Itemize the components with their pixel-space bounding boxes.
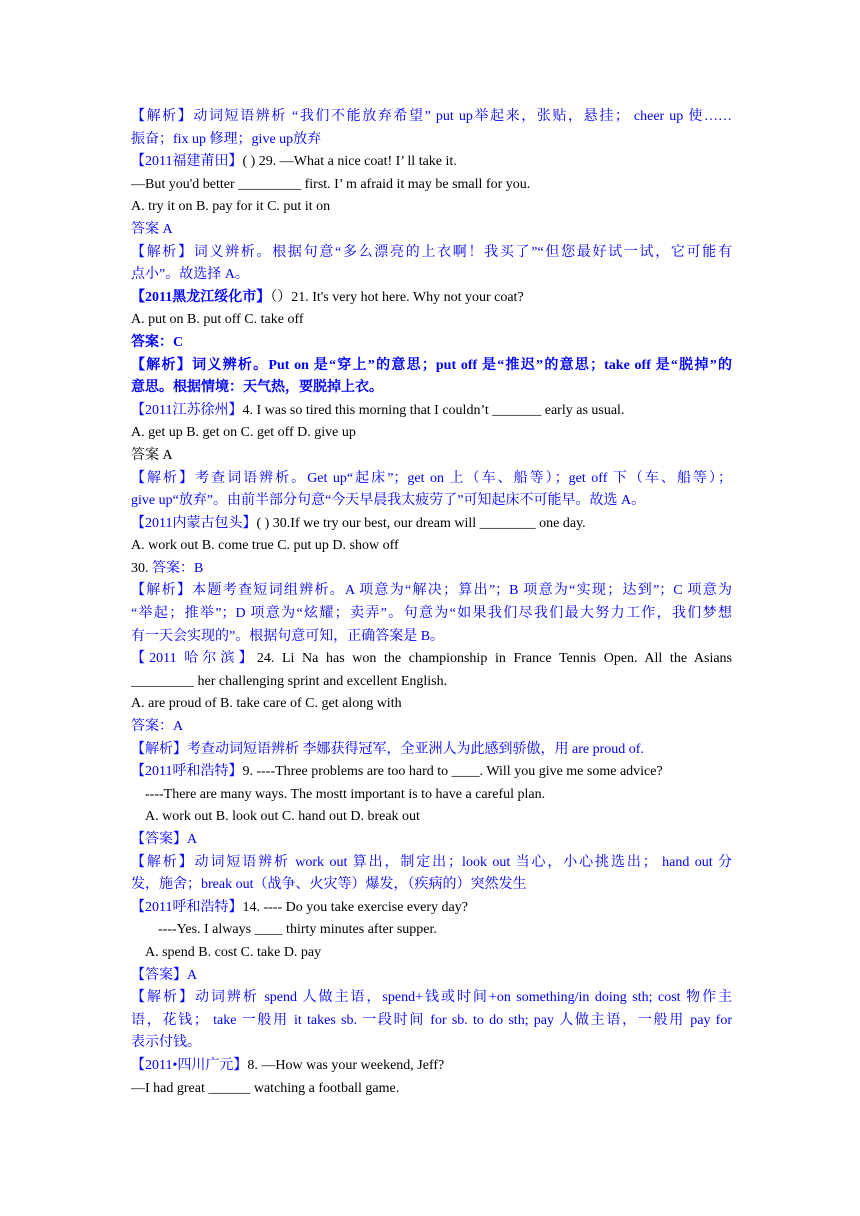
text-segment: 【2011内蒙古包头】	[131, 515, 257, 531]
text-segment: 8. —How was your weekend, Jeff?	[247, 1057, 445, 1073]
text-segment: ----There are many ways. The mostt important is to have a careful plan.	[145, 786, 546, 802]
text-segment: 【解析】动词短语辨析 work out 算出，制定出；look out 当心，小心挑选出； hand out 分	[131, 854, 732, 870]
text-line	[131, 626, 732, 649]
text-segment: 答案：B	[152, 560, 204, 576]
text-line	[131, 468, 732, 491]
text-segment: —I had great ______ watching a football game.	[131, 1080, 400, 1096]
text-segment: A. try it on B. pay for it C. put it on	[131, 199, 331, 215]
text-line	[131, 151, 732, 174]
text-segment: ----Yes. I always ____ thirty minutes after supper.	[158, 922, 437, 938]
text-line	[131, 219, 732, 242]
text-segment: 【2011•四川广元】	[131, 1057, 248, 1073]
text-segment: 【2011 哈尔滨】	[131, 651, 257, 667]
text-line	[131, 287, 732, 310]
text-segment: 答案 A	[131, 447, 173, 463]
text-line	[131, 558, 732, 581]
text-line	[131, 874, 732, 897]
text-segment: 【解析】词义辨析。Put on 是“穿上”的意思；put off 是“推迟”的意思；take off 是“脱掉”的	[131, 357, 732, 373]
text-line	[131, 1078, 732, 1101]
text-segment: 【答案】A	[131, 967, 198, 983]
text-line	[131, 784, 732, 807]
text-line	[131, 693, 732, 716]
text-segment: 30.	[131, 560, 152, 576]
text-line	[131, 332, 732, 355]
text-segment: 【解析】本题考查短词组辨析。A 项意为“解决；算出”；B 项意为“实现；达到”；C 项意为	[131, 583, 732, 599]
text-segment: 点小”。故选择 A。	[131, 267, 249, 283]
text-line	[131, 106, 732, 129]
text-segment: 答案 A	[131, 221, 173, 237]
text-line	[131, 919, 732, 942]
text-line	[131, 965, 732, 988]
text-line	[131, 535, 732, 558]
text-segment: 【2011黑龙江绥化市】	[131, 289, 271, 305]
text-line	[131, 242, 732, 265]
text-line	[131, 942, 732, 965]
text-line	[131, 897, 732, 920]
text-segment: 【解析】词义辨析。根据句意“多么漂亮的上衣啊！我买了”“但您最好试一试，它可能有	[131, 244, 732, 260]
text-line	[131, 264, 732, 287]
text-line	[131, 716, 732, 739]
text-line	[131, 355, 732, 378]
text-segment: 【答案】A	[131, 832, 198, 847]
text-segment: 【2011呼和浩特】	[131, 899, 243, 915]
text-line	[131, 1010, 732, 1033]
text-line	[131, 196, 732, 219]
text-segment: 意思。根据情境：天气热，要脱掉上衣。	[131, 380, 383, 396]
text-segment: 【解析】考查词语辨析。Get up“起床”；get on 上（车、船等）；get off 下（车、船等）；	[131, 470, 732, 486]
text-line	[131, 422, 732, 445]
text-segment: —But you'd better _________ first. I’ m afraid it may be small for you.	[131, 176, 531, 192]
text-segment: 14. ---- Do you take exercise every day?	[242, 899, 468, 915]
text-segment: 9. ----Three problems are too hard to ____. Will you give me some advice?	[242, 764, 663, 780]
text-segment: 4. I was so tired this morning that I couldn’t _______ early as usual.	[242, 402, 625, 418]
text-segment: A. put on B. put off C. take off	[131, 312, 304, 328]
text-line	[131, 761, 732, 784]
text-segment: give up“放弃”。由前半部分句意“今天早晨我太疲劳了”可知起床不可能早。故选 A。	[131, 493, 646, 509]
text-segment: 答案：A	[131, 719, 184, 735]
text-segment: 发，施舍；break out（战争、火灾等）爆发，（疾病的）突然发生	[131, 877, 527, 893]
text-segment: A. spend B. cost C. take D. pay	[145, 944, 322, 960]
text-line	[131, 445, 732, 468]
text-segment: 【2011呼和浩特】	[131, 764, 243, 780]
text-segment: A. work out B. look out C. hand out D. break out	[145, 809, 420, 825]
text-segment: 【2011福建莆田】	[131, 154, 243, 170]
text-segment: A. are proud of B. take care of C. get along with	[131, 696, 402, 712]
text-line	[131, 852, 732, 875]
text-line	[131, 513, 732, 536]
text-line	[131, 987, 732, 1010]
text-line	[131, 1055, 732, 1078]
text-line	[131, 400, 732, 423]
text-line	[131, 806, 732, 829]
text-line	[131, 1032, 732, 1055]
text-segment: ( ) 30.If we try our best, our dream will ________ one day.	[256, 515, 586, 531]
text-segment: 有一天会实现的”。根据句意可知，正确答案是 B。	[131, 628, 445, 644]
text-segment: ( ) 29. —What a nice coat! I’ ll take it.	[242, 154, 457, 170]
text-line	[131, 648, 732, 671]
text-segment: 答案：C	[131, 334, 184, 350]
text-segment: （）21. It's very hot here. Why not your coat?	[270, 289, 524, 305]
text-segment: 表示付钱。	[131, 1035, 201, 1051]
text-line	[131, 603, 732, 626]
text-line	[131, 377, 732, 400]
text-line	[131, 580, 732, 603]
text-segment: 【解析】考查动词短语辨析 李娜获得冠军，全亚洲人为此感到骄傲，用 are proud of.	[131, 741, 644, 757]
text-segment: _________ her challenging sprint and excellent English.	[131, 673, 448, 689]
text-segment: 【解析】动词辨析 spend 人做主语，spend+钱或时间+on something/in doing sth; cost 物作主	[131, 990, 732, 1006]
text-segment: 振奋；fix up 修理；give up放弃	[131, 131, 322, 147]
text-segment: 语，花钱； take 一般用 it takes sb. 一段时间 for sb. to do sth; pay 人做主语，一般用 pay for	[131, 1012, 732, 1028]
text-line	[131, 829, 732, 852]
text-line	[131, 490, 732, 513]
text-segment: 24. Li Na has won the championship in France Tennis Open. All the Asians	[256, 651, 732, 667]
text-line	[131, 309, 732, 332]
text-segment: A. work out B. come true C. put up D. show off	[131, 538, 399, 554]
text-line	[131, 739, 732, 762]
text-line	[131, 129, 732, 152]
text-segment: 【解析】动词短语辨析 “我们不能放弃希望” put up举起来，张贴，悬挂； cheer up 使……	[131, 109, 732, 124]
text-line	[131, 174, 732, 197]
text-line	[131, 671, 732, 694]
text-segment: A. get up B. get on C. get off D. give up	[131, 425, 356, 441]
text-segment: “举起；推举”；D 项意为“炫耀；卖弄”。句意为“如果我们尽我们最大努力工作，我们梦想	[131, 606, 732, 622]
text-segment: 【2011江苏徐州】	[131, 402, 243, 418]
document-body	[131, 106, 732, 1100]
